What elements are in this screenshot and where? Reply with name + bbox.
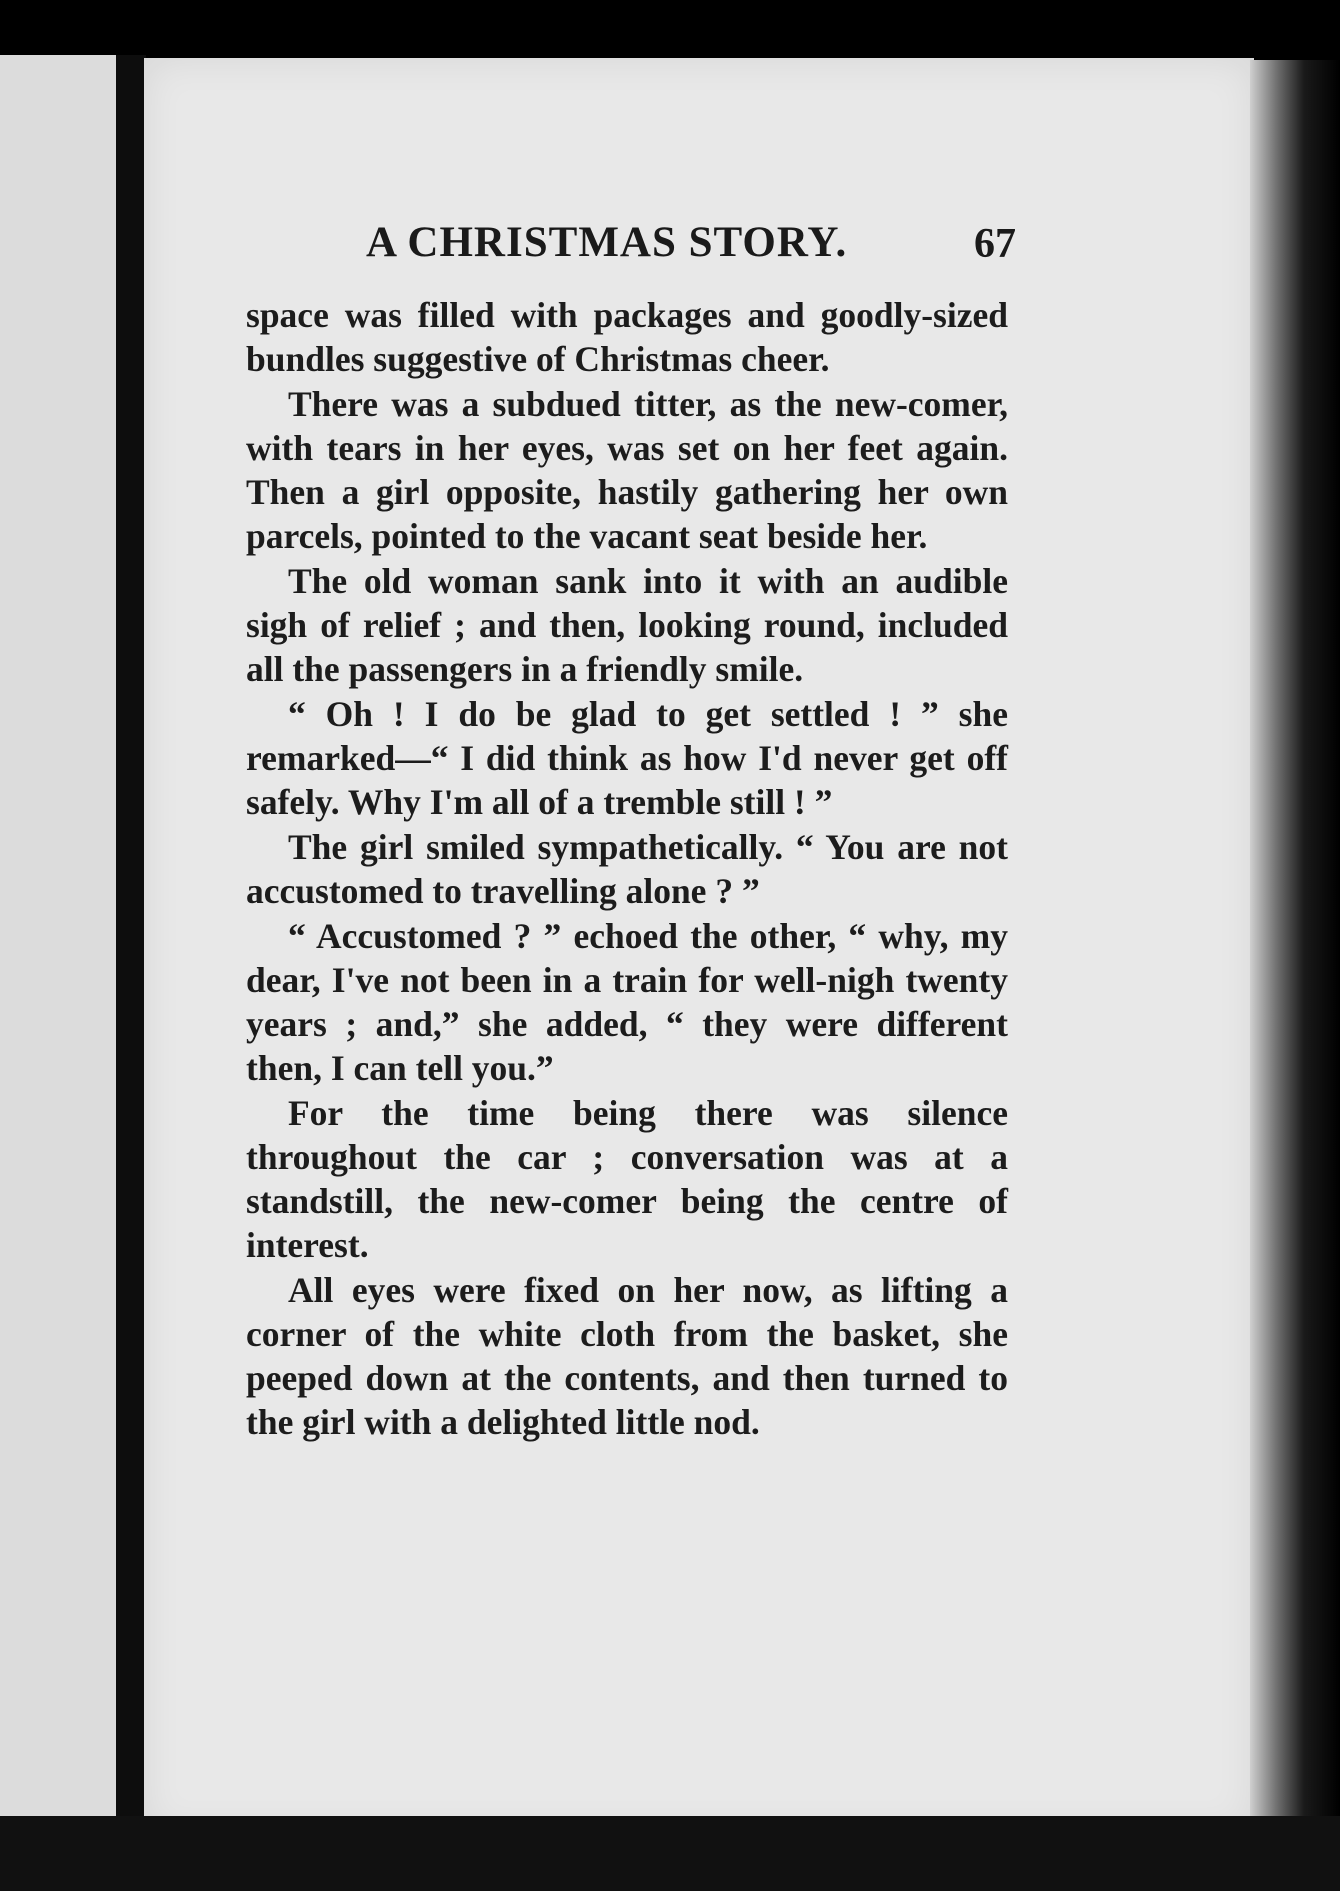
running-head: A CHRISTMAS STORY. xyxy=(366,219,848,266)
paragraph: All eyes were fixed on her now, as lifting a corner of the white cloth from the basket, she peeped down at the contents, and then turned to the girl with a delighted little nod. xyxy=(246,1270,1008,1442)
paragraph: There was a subdued titter, as the new-comer, with tears in her eyes, was set on her feet again. Then a girl opposite, hastily gathering her own parcels, pointed to the vacant seat beside her. xyxy=(246,384,1008,556)
paragraph: space was filled with packages and goodly-sized bundles suggestive of Christmas cheer. xyxy=(246,295,1008,379)
page-header xyxy=(366,218,1016,278)
paragraph: For the time being there was silence throughout the car ; conversation was at a standstill, the new-comer being the centre of interest. xyxy=(246,1093,1008,1265)
scan-border-bottom xyxy=(0,1816,1340,1891)
paragraph: “ Accustomed ? ” echoed the other, “ why, my dear, I've not been in a train for well-nigh twenty years ; and,” she added, “ they were different then, I can tell you.” xyxy=(246,916,1008,1088)
page-edge-shadow xyxy=(1250,60,1340,1830)
scan-border-top xyxy=(0,0,1340,60)
body-text xyxy=(246,293,1008,1445)
paragraph: The old woman sank into it with an audible sigh of relief ; and then, looking round, included all the passengers in a friendly smile. xyxy=(246,561,1008,689)
paragraph: “ Oh ! I do be glad to get settled ! ” she remarked—“ I did think as how I'd never get off safely. Why I'm all of a tremble still ! ” xyxy=(246,694,1008,822)
paragraph: The girl smiled sympathetically. “ You are not accustomed to travelling alone ? ” xyxy=(246,827,1008,911)
facing-page-edge xyxy=(0,55,126,1825)
page-number: 67 xyxy=(974,221,1016,267)
book-gutter xyxy=(116,55,146,1833)
